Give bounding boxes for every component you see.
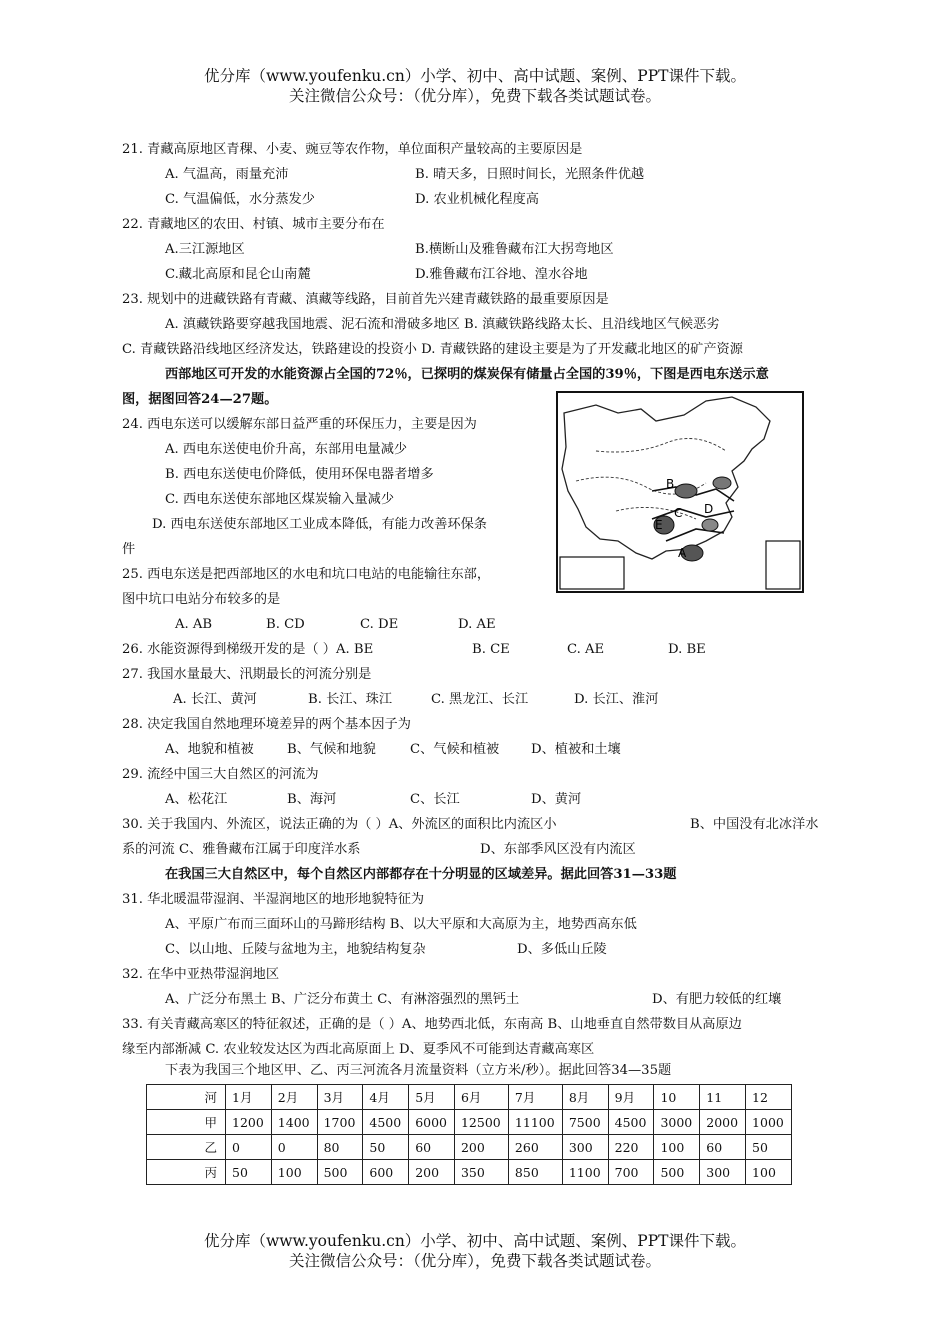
table-cell: 1月 bbox=[226, 1085, 272, 1110]
q21-option-c: C. 气温偏低，水分蒸发少 bbox=[165, 192, 315, 207]
q25-option-c: C. DE bbox=[360, 617, 399, 632]
table-cell: 0 bbox=[271, 1135, 317, 1160]
q23-stem: 23. 规划中的进藏铁路有青藏、滇藏等线路，目前首先兴建青藏铁路的最重要原因是 bbox=[122, 292, 609, 307]
table-cell: 1200 bbox=[226, 1110, 272, 1135]
map-label-b: B bbox=[666, 477, 675, 491]
q21-stem: 21. 青藏高原地区青稞、小麦、豌豆等农作物，单位面积产量较高的主要原因是 bbox=[122, 142, 583, 157]
river-flow-table bbox=[146, 1084, 792, 1185]
q33-stem: 33. 有关青藏高寒区的特征叙述，正确的是（ ）A、地势西北低，东南高 B、山地垂直自然带数目从高原边 bbox=[122, 1017, 742, 1032]
q32-stem: 32. 在华中亚热带湿润地区 bbox=[122, 967, 280, 982]
q30-options-line-2: 系的河流 C、雅鲁藏布江属于印度洋水系 bbox=[122, 842, 361, 857]
intro-24-27-line-1: 西部地区可开发的水能资源占全国的72％，已探明的煤炭保有储量占全国的39％，下图是西电东送示意 bbox=[165, 367, 769, 382]
q25-stem-2: 图中坑口电站分布较多的是 bbox=[122, 592, 281, 607]
table-header-row bbox=[147, 1085, 792, 1110]
q29-option-c: C、长江 bbox=[410, 792, 460, 807]
table-cell: 80 bbox=[317, 1135, 363, 1160]
q22-stem: 22. 青藏地区的农田、村镇、城市主要分布在 bbox=[122, 217, 385, 232]
table-cell: 100 bbox=[746, 1160, 792, 1185]
q31-stem: 31. 华北暖温带湿润、半湿润地区的地形地貌特征为 bbox=[122, 892, 425, 907]
q24-option-d-cont: 件 bbox=[122, 542, 136, 557]
table-cell: 3000 bbox=[654, 1110, 700, 1135]
table-cell: 50 bbox=[363, 1135, 409, 1160]
q31-option-c: C、以山地、丘陵与盆地为主，地貌结构复杂 bbox=[165, 942, 426, 957]
map-label-d: D bbox=[704, 502, 714, 516]
table-cell: 9月 bbox=[608, 1085, 654, 1110]
table-caption: 下表为我国三个地区甲、乙、丙三河流各月流量资料（立方米/秒）。据此回答34—35题 bbox=[165, 1063, 672, 1078]
q32-option-d: D、有肥力较低的红壤 bbox=[652, 992, 782, 1007]
table-cell: 6000 bbox=[409, 1110, 455, 1135]
q23-options-ab: A. 滇藏铁路要穿越我国地震、泥石流和滑破多地区 B. 滇藏铁路线路太长、且沿线地区气候恶劣 bbox=[165, 317, 720, 332]
table-cell: 11 bbox=[700, 1085, 746, 1110]
intro-31-33: 在我国三大自然区中，每个自然区内部都存在十分明显的区域差异。据此回答31—33题 bbox=[165, 867, 677, 882]
q28-stem: 28. 决定我国自然地理环境差异的两个基本因子为 bbox=[122, 717, 411, 732]
table-cell: 300 bbox=[562, 1135, 608, 1160]
map-label-a: A bbox=[678, 546, 687, 560]
power-base-c bbox=[713, 477, 731, 489]
q23-options-cd: C. 青藏铁路沿线地区经济发达，铁路建设的投资小 D. 青藏铁路的建设主要是为了开发藏北地区的矿产资源 bbox=[122, 342, 743, 357]
q27-option-d: D. 长江、淮河 bbox=[574, 692, 659, 707]
table-cell: 220 bbox=[608, 1135, 654, 1160]
table-cell: 4500 bbox=[608, 1110, 654, 1135]
intro-24-27-line-2: 图，据图回答24—27题。 bbox=[122, 392, 278, 407]
west-east-power-map bbox=[556, 391, 804, 593]
table-cell: 4500 bbox=[363, 1110, 409, 1135]
q21-option-d: D. 农业机械化程度高 bbox=[415, 192, 539, 207]
table-row bbox=[147, 1135, 792, 1160]
table-row bbox=[147, 1110, 792, 1135]
table-cell: 100 bbox=[271, 1160, 317, 1185]
table-cell: 8月 bbox=[562, 1085, 608, 1110]
table-cell: 1400 bbox=[271, 1110, 317, 1135]
q26-option-d: D. BE bbox=[668, 642, 706, 657]
table-row-label: 丙 bbox=[147, 1160, 226, 1185]
q29-option-b: B、海河 bbox=[287, 792, 337, 807]
table-cell: 12500 bbox=[454, 1110, 508, 1135]
table-cell: 11100 bbox=[508, 1110, 562, 1135]
table-cell: 7月 bbox=[508, 1085, 562, 1110]
table-cell: 0 bbox=[226, 1135, 272, 1160]
q26-option-b: B. CE bbox=[472, 642, 510, 657]
table-cell: 200 bbox=[409, 1160, 455, 1185]
table-cell: 7500 bbox=[562, 1110, 608, 1135]
table-cell: 850 bbox=[508, 1160, 562, 1185]
q28-option-c: C、气候和植被 bbox=[410, 742, 500, 757]
table-row-label: 乙 bbox=[147, 1135, 226, 1160]
table-cell: 12 bbox=[746, 1085, 792, 1110]
table-cell: 3月 bbox=[317, 1085, 363, 1110]
q21-option-a: A. 气温高，雨量充沛 bbox=[165, 167, 289, 182]
q22-option-d: D.雅鲁藏布江谷地、湟水谷地 bbox=[415, 267, 588, 282]
map-label-e: E bbox=[655, 518, 663, 532]
q30-stem: 30. 关于我国内、外流区，说法正确的为（ ）A、外流区的面积比内流区小 bbox=[122, 817, 557, 832]
table-cell: 1000 bbox=[746, 1110, 792, 1135]
q27-stem: 27. 我国水量最大、汛期最长的河流分别是 bbox=[122, 667, 372, 682]
table-cell: 600 bbox=[363, 1160, 409, 1185]
power-base-b bbox=[675, 484, 697, 498]
q28-option-b: B、气候和地貌 bbox=[287, 742, 376, 757]
table-row-label: 甲 bbox=[147, 1110, 226, 1135]
q24-option-b: B. 西电东送使电价降低，使用环保电器者增多 bbox=[165, 467, 434, 482]
q24-option-a: A. 西电东送使电价升高，东部用电量减少 bbox=[165, 442, 408, 457]
table-cell: 350 bbox=[454, 1160, 508, 1185]
table-cell: 1100 bbox=[562, 1160, 608, 1185]
q22-option-a: A.三江源地区 bbox=[165, 242, 245, 257]
table-cell: 100 bbox=[654, 1135, 700, 1160]
q30-option-b: B、中国没有北冰洋水 bbox=[690, 817, 819, 832]
q30-option-d: D、东部季风区没有内流区 bbox=[480, 842, 636, 857]
q25-option-a: A. AB bbox=[175, 617, 213, 632]
q24-option-d: D. 西电东送使东部地区工业成本降低，有能力改善环保条 bbox=[152, 517, 487, 532]
q26-stem: 26. 水能资源得到梯级开发的是（ ）A. BE bbox=[122, 642, 374, 657]
table-cell: 4月 bbox=[363, 1085, 409, 1110]
table-cell: 260 bbox=[508, 1135, 562, 1160]
q24-stem: 24. 西电东送可以缓解东部日益严重的环保压力，主要是因为 bbox=[122, 417, 477, 432]
table-cell: 60 bbox=[409, 1135, 455, 1160]
table-cell: 2000 bbox=[700, 1110, 746, 1135]
table-cell: 50 bbox=[226, 1160, 272, 1185]
table-cell: 60 bbox=[700, 1135, 746, 1160]
table-cell: 200 bbox=[454, 1135, 508, 1160]
q27-option-a: A. 长江、黄河 bbox=[173, 692, 257, 707]
q27-option-b: B. 长江、珠江 bbox=[308, 692, 393, 707]
q32-options-abc: A、广泛分布黑土 B、广泛分布黄土 C、有淋溶强烈的黑钙土 bbox=[165, 992, 520, 1007]
q22-option-b: B.横断山及雅鲁藏布江大拐弯地区 bbox=[415, 242, 614, 257]
table-cell: 500 bbox=[317, 1160, 363, 1185]
q26-option-c: C. AE bbox=[567, 642, 605, 657]
q24-option-c: C. 西电东送使东部地区煤炭输入量减少 bbox=[165, 492, 395, 507]
q33-options-line-2: 缘至内部渐减 C. 农业较发达区为西北高原面上 D、夏季风不可能到达青藏高寒区 bbox=[122, 1042, 595, 1057]
q29-option-a: A、松花江 bbox=[165, 792, 228, 807]
header-line-2: 关注微信公众号：（优分库），免费下载各类试题试卷。 bbox=[288, 87, 661, 105]
table-cell: 5月 bbox=[409, 1085, 455, 1110]
table-cell: 1700 bbox=[317, 1110, 363, 1135]
table-row bbox=[147, 1160, 792, 1185]
footer-line-2: 关注微信公众号：（优分库），免费下载各类试题试卷。 bbox=[288, 1252, 661, 1270]
q22-option-c: C.藏北高原和昆仑山南麓 bbox=[165, 267, 311, 282]
table-cell: 50 bbox=[746, 1135, 792, 1160]
q25-option-d: D. AE bbox=[458, 617, 496, 632]
header-line-1: 优分库（www.youfenku.cn）小学、初中、高中试题、案例、PPT课件下载。 bbox=[203, 67, 747, 85]
power-base-e bbox=[702, 519, 718, 531]
table-cell: 700 bbox=[608, 1160, 654, 1185]
q31-option-d: D、多低山丘陵 bbox=[517, 942, 607, 957]
q29-option-d: D、黄河 bbox=[531, 792, 582, 807]
q28-option-a: A、地貌和植被 bbox=[165, 742, 254, 757]
table-row-label: 河 bbox=[147, 1085, 226, 1110]
q25-stem-1: 25. 西电东送是把西部地区的水电和坑口电站的电能输往东部， bbox=[122, 567, 491, 582]
table-cell: 300 bbox=[700, 1160, 746, 1185]
map-label-c: C bbox=[674, 506, 683, 520]
q31-options-ab: A、平原广布而三面环山的马蹄形结构 B、以大平原和大高原为主，地势西高东低 bbox=[165, 917, 637, 932]
footer-line-1: 优分库（www.youfenku.cn）小学、初中、高中试题、案例、PPT课件下载。 bbox=[203, 1232, 747, 1250]
q21-option-b: B. 晴天多，日照时间长，光照条件优越 bbox=[415, 167, 645, 182]
table-cell: 2月 bbox=[271, 1085, 317, 1110]
q28-option-d: D、植被和土壤 bbox=[531, 742, 621, 757]
q25-option-b: B. CD bbox=[266, 617, 305, 632]
table-cell: 10 bbox=[654, 1085, 700, 1110]
table-cell: 500 bbox=[654, 1160, 700, 1185]
q27-option-c: C. 黑龙江、长江 bbox=[431, 692, 529, 707]
q29-stem: 29. 流经中国三大自然区的河流为 bbox=[122, 767, 319, 782]
table-cell: 6月 bbox=[454, 1085, 508, 1110]
